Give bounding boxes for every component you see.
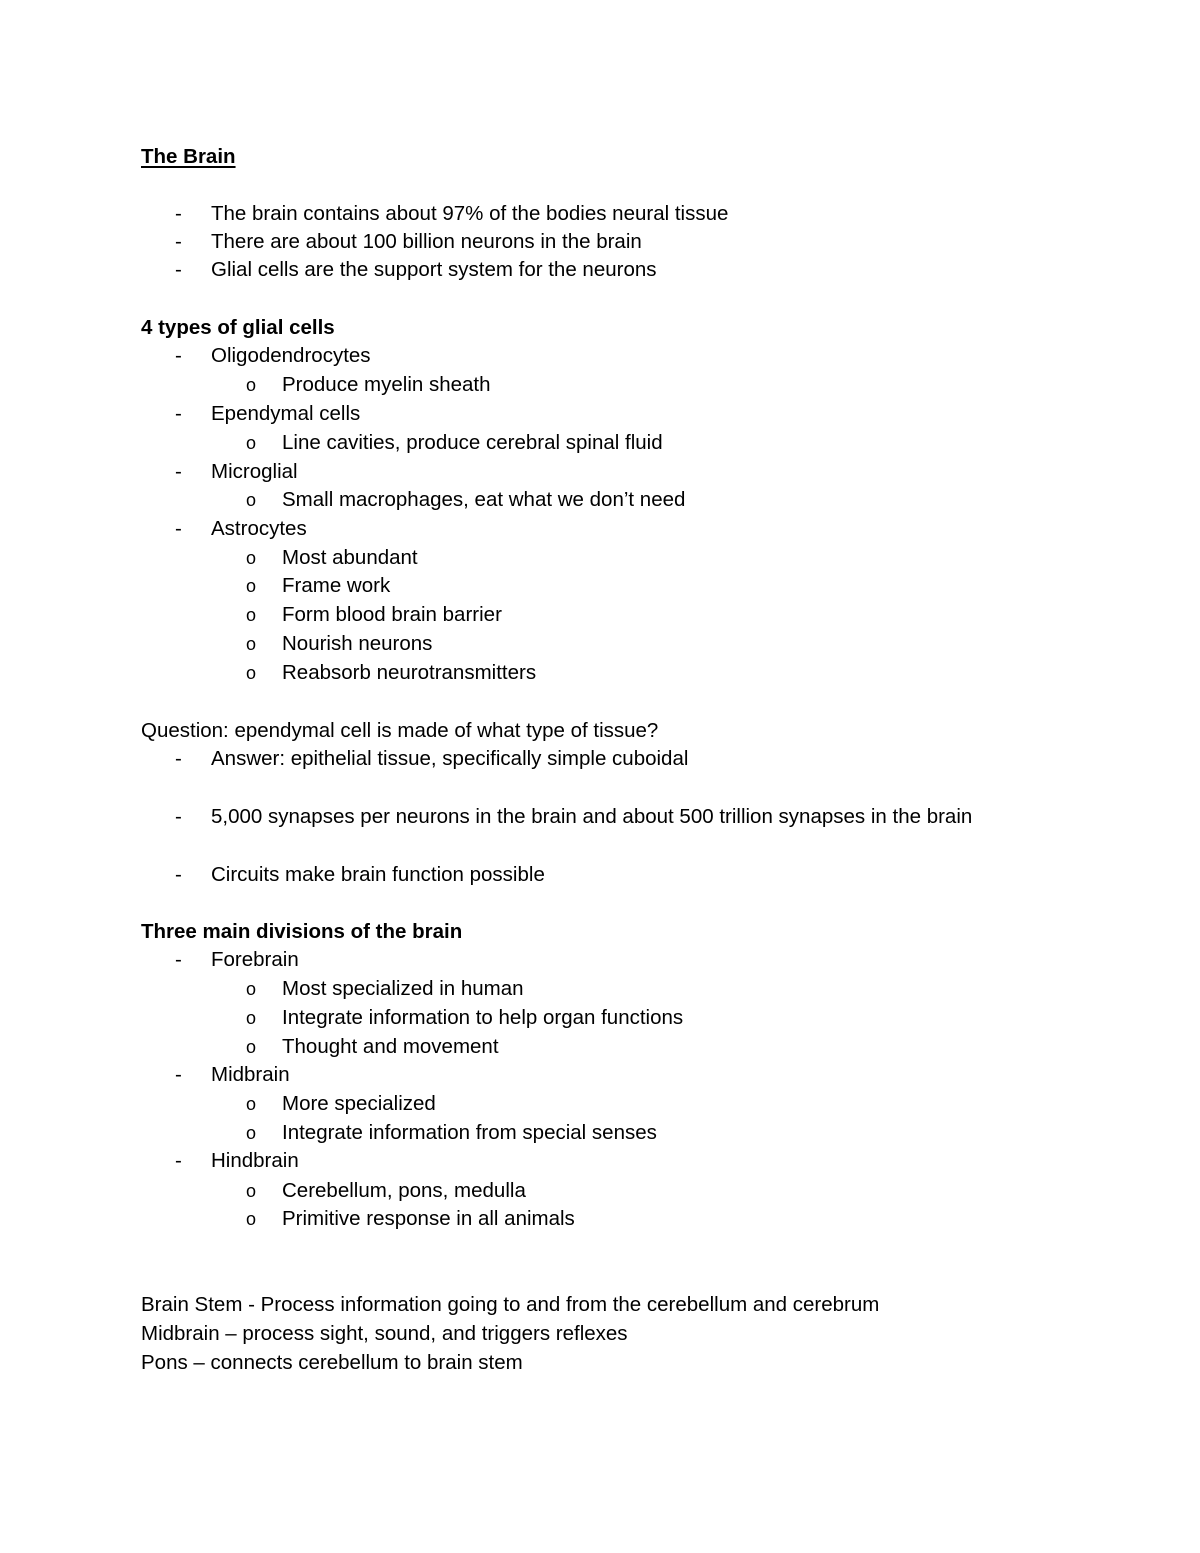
bullet-text: The brain contains about 97% of the bodies neural tissue — [211, 202, 729, 225]
bullet-text: Microglial — [211, 460, 298, 483]
sub-bullet-text: Nourish neurons — [282, 632, 433, 655]
dash-bullet: - — [175, 1063, 182, 1086]
sub-bullet-text: Frame work — [282, 574, 391, 597]
sub-bullet-text: Thought and movement — [282, 1035, 499, 1058]
circle-bullet: o — [246, 605, 257, 625]
page-title: The Brain — [141, 145, 236, 168]
sub-bullet-text: Most abundant — [282, 546, 418, 569]
dash-bullet: - — [175, 948, 182, 971]
dash-bullet: - — [175, 805, 182, 828]
section-heading-glial: 4 types of glial cells — [141, 316, 335, 339]
dash-bullet: - — [175, 517, 182, 540]
bullet-text: Astrocytes — [211, 517, 307, 540]
circle-bullet: o — [246, 1037, 257, 1057]
dash-bullet: - — [175, 230, 182, 253]
circle-bullet: o — [246, 1123, 257, 1143]
dash-bullet: - — [175, 1149, 182, 1172]
sub-bullet-text: Cerebellum, pons, medulla — [282, 1179, 526, 1202]
circle-bullet: o — [246, 1209, 257, 1229]
sub-bullet-text: Reabsorb neurotransmitters — [282, 661, 537, 684]
section-heading-divisions: Three main divisions of the brain — [141, 920, 463, 943]
sub-bullet-text: More specialized — [282, 1092, 436, 1115]
bullet-text: Forebrain — [211, 948, 299, 971]
sub-bullet-text: Integrate information from special senses — [282, 1121, 657, 1144]
circle-bullet: o — [246, 548, 257, 568]
circle-bullet: o — [246, 433, 257, 453]
bullet-text: 5,000 synapses per neurons in the brain and about 500 trillion synapses in the brain — [211, 805, 973, 828]
circle-bullet: o — [246, 375, 257, 395]
dash-bullet: - — [175, 258, 182, 281]
sub-bullet-text: Most specialized in human — [282, 977, 524, 1000]
dash-bullet: - — [175, 747, 182, 770]
circle-bullet: o — [246, 1094, 257, 1114]
sub-bullet-text: Integrate information to help organ functions — [282, 1006, 684, 1029]
dash-bullet: - — [175, 344, 182, 367]
sub-bullet-text: Line cavities, produce cerebral spinal fluid — [282, 431, 663, 454]
definition-brain-stem: Brain Stem - Process information going to and from the cerebellum and cerebrum — [141, 1293, 880, 1316]
sub-bullet-text: Produce myelin sheath — [282, 373, 491, 396]
definition-midbrain: Midbrain – process sight, sound, and triggers reflexes — [141, 1322, 628, 1345]
bullet-text: Midbrain — [211, 1063, 290, 1086]
dash-bullet: - — [175, 402, 182, 425]
definition-pons: Pons – connects cerebellum to brain stem — [141, 1351, 523, 1374]
sub-bullet-text: Small macrophages, eat what we don’t need — [282, 488, 686, 511]
circle-bullet: o — [246, 663, 257, 683]
sub-bullet-text: Primitive response in all animals — [282, 1207, 575, 1230]
sub-bullet-text: Form blood brain barrier — [282, 603, 502, 626]
circle-bullet: o — [246, 1181, 257, 1201]
dash-bullet: - — [175, 202, 182, 225]
bullet-text: Oligodendrocytes — [211, 344, 371, 367]
bullet-text: Glial cells are the support system for the neurons — [211, 258, 657, 281]
circle-bullet: o — [246, 490, 257, 510]
bullet-text: Hindbrain — [211, 1149, 299, 1172]
bullet-text: Circuits make brain function possible — [211, 863, 545, 886]
question-text: Question: ependymal cell is made of what type of tissue? — [141, 719, 659, 742]
circle-bullet: o — [246, 979, 257, 999]
dash-bullet: - — [175, 863, 182, 886]
dash-bullet: - — [175, 460, 182, 483]
circle-bullet: o — [246, 1008, 257, 1028]
bullet-text: There are about 100 billion neurons in the brain — [211, 230, 642, 253]
bullet-text: Ependymal cells — [211, 402, 361, 425]
answer-text: Answer: epithelial tissue, specifically simple cuboidal — [211, 747, 689, 770]
circle-bullet: o — [246, 576, 257, 596]
circle-bullet: o — [246, 634, 257, 654]
